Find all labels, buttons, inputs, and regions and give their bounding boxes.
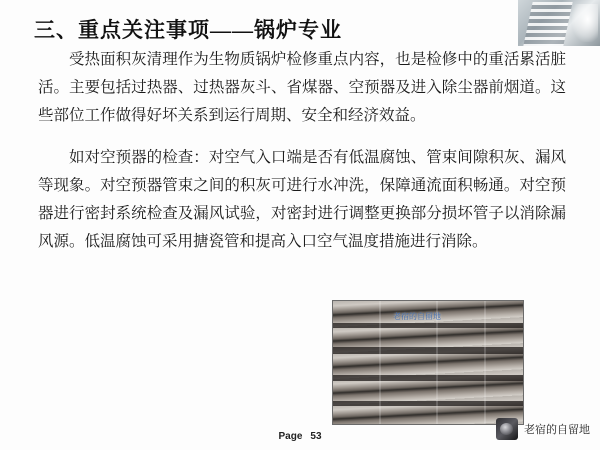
deposit-band [333, 323, 523, 328]
page-number: 53 [310, 431, 322, 442]
deposit-band [333, 375, 523, 381]
stair-shape [523, 2, 572, 46]
avatar [496, 418, 518, 440]
deposit-streak [484, 301, 486, 424]
paragraph-1: 受热面积灰清理作为生物质锅炉检修重点内容，也是检修中的重活累活脏活。主要包括过热器、过热器灰斗、省煤器、空预器及进入除尘器前烟道。这些部位工作做得好坏关系到运行周期、安全和经济效益。 [38, 51, 566, 124]
deposit-band [333, 347, 523, 354]
paragraph-2: 如对空预器的检查：对空气入口端是否有低温腐蚀、管束间隙积灰、漏风等现象。对空预器管束之间的积灰可进行水冲洗，保障通流面积畅通。对空预器进行密封系统检查及漏风试验，对密封进行调整更换部分损坏管子以消除漏风源。低温腐蚀可采用搪瓷管和提高入口空气温度措施进行消除。 [38, 149, 566, 250]
light-glow [572, 4, 598, 42]
boiler-deposit-photo [332, 300, 524, 425]
deposit-band [333, 401, 523, 406]
account-name: 老宿的自留地 [524, 424, 590, 436]
body-text [38, 46, 566, 260]
photo-watermark: 老宿的自留地 [393, 312, 441, 321]
account-badge [496, 418, 590, 440]
stairway-corner-photo [518, 0, 600, 46]
page-label-text: Page [278, 431, 303, 442]
deposit-streak [379, 301, 381, 424]
page-title: 三、重点关注事项——锅炉专业 [34, 18, 342, 42]
